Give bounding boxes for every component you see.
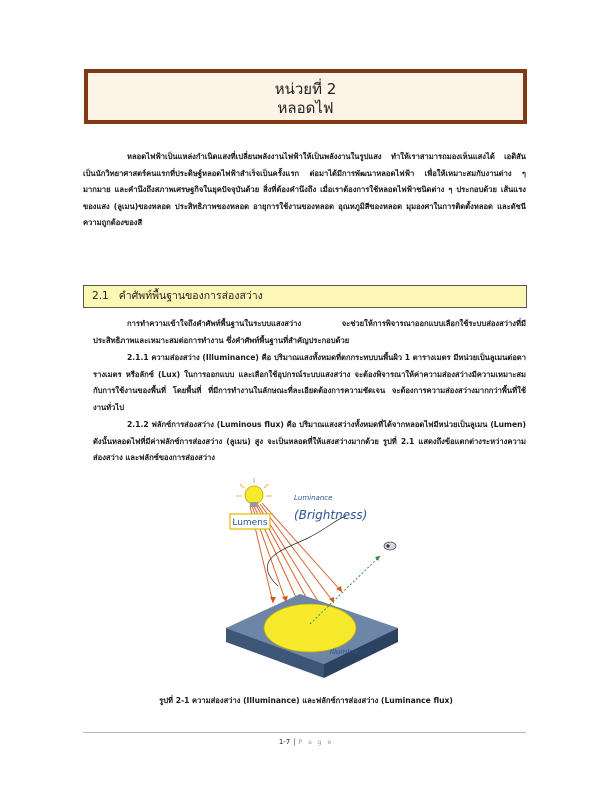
luminous-flux-text: 2.1.2 ฟลักซ์การส่องสว่าง (Luminous flux) คือ ปริมาณแสงสว่างทั้งหมดที่ได้จากหลอดไฟมีหน่วยเป็นลูเมน (Lumen) ดังนั้นหลอดไฟที่มีค่าฟลักซ์การส่องสว่าง (ลูเมน) สูง จะเป็นหลอดที่ให้แสงสว่างมากด้วย รูปที่ 2.1 แสดงถึงข้อแตกต่างระหว่างความส่องสว่าง และฟลักซ์ของการส่องสว่าง [93, 420, 526, 462]
brightness-label: (Brightness) [294, 508, 368, 522]
luminous-flux-paragraph [93, 417, 526, 467]
section-heading [83, 285, 527, 308]
illustration-svg [218, 478, 404, 684]
unit-title-box [84, 69, 527, 124]
luminance-label: Luminance [294, 494, 333, 502]
unit-number: หน่วยที่ 2 [274, 80, 337, 98]
section-number: 2.1 [92, 290, 109, 302]
intro-text: หลอดไฟฟ้าเป็นแหล่งกำเนิดแสงที่เปลี่ยนพลังงานไฟฟ้าให้เป็นพลังงานในรูปแสง ทำให้เราสามารถมองเห็นแสงได้ เอดิสัน เป็นนักวิทยาศาสตร์คนแรกที่ประดิษฐ์หลอดไฟฟ้าสำเร็จเป็นครั้งแรก ต่อมาได้มีการพัฒนาหลอดไฟฟ้า เพื่อให้เหมาะสมกับงานต่าง ๆ มากมาย และคำนึงถึงสภาพเศรษฐกิจในยุคปัจจุบันด้วย สิ่งที่ต้องคำนึงถึง เมื่อเราต้องการใช้หลอดไฟฟ้าชนิดต่าง ๆ ประกอบด้วย เส้นแรงของแสง (ลูเมน)ของหลอด ประสิทธิภาพของหลอด อายุการใช้งานของหลอด อุณหภูมิสีของหลอด มุมองศาในการติดตั้งหลอด และดัชนีความถูกต้องของสี [83, 152, 526, 227]
page-word: P a g e [298, 739, 334, 746]
illuminance-paragraph [93, 350, 526, 416]
lumens-label: Lumens [232, 518, 268, 528]
figure-caption: รูปที่ 2-1 ความส่องสว่าง (Illuminance) และฟลักซ์การส่องสว่าง (Luminance flux) [159, 696, 453, 705]
figure-illuminance-diagram [218, 478, 404, 684]
illuminated-surface [226, 594, 398, 678]
eye-icon [384, 542, 396, 550]
section-title: คำศัพท์พื้นฐานของการส่องสว่าง [118, 290, 263, 302]
footer-separator: | [293, 738, 296, 746]
page-number: 1-7 [278, 738, 291, 746]
page-footer [0, 738, 612, 746]
illuminance-text: 2.1.1 ความส่องสว่าง (Illuminance) คือ ปริมาณแสงทั้งหมดที่ตกกระทบบนพื้นผิว 1 ตารางเมตร มีหน่วยเป็นลูเมนต่อตารางเมตร หรือลักซ์ (Lux) ในการออกแบบ และเลือกใช้อุปกรณ์ระบบแสงสว่าง จะต้องพิจารณาให้ค่าความส่องสว่างมีความเหมาะสม กับการใช้งานของพื้นที่ โดยพื้นที่ ที่มีการทำงานในลักษณะที่ละเอียดต้องการความชัดเจน จะต้องการความส่องสว่างมากกว่าพื้นที่ใช้งานทั่วไป [93, 353, 526, 412]
light-bulb-icon [236, 478, 272, 507]
section-intro-paragraph [93, 316, 526, 349]
footer-divider [83, 732, 526, 733]
illuminance-label: Illuminance [330, 648, 371, 656]
unit-title: หลอดไฟ [277, 99, 334, 117]
section-intro-text: การทำความเข้าใจถึงคำศัพท์พื้นฐานในระบบแสงสว่าง จะช่วยให้การพิจารณาออกแบบเลือกใช้ระบบส่องสว่างที่มีประสิทธิภาพและเหมาะสมต่อการทำงาน ซึ่งคำศัพท์พื้นฐานที่สำคัญประกอบด้วย [93, 319, 526, 345]
intro-paragraph [83, 149, 526, 232]
